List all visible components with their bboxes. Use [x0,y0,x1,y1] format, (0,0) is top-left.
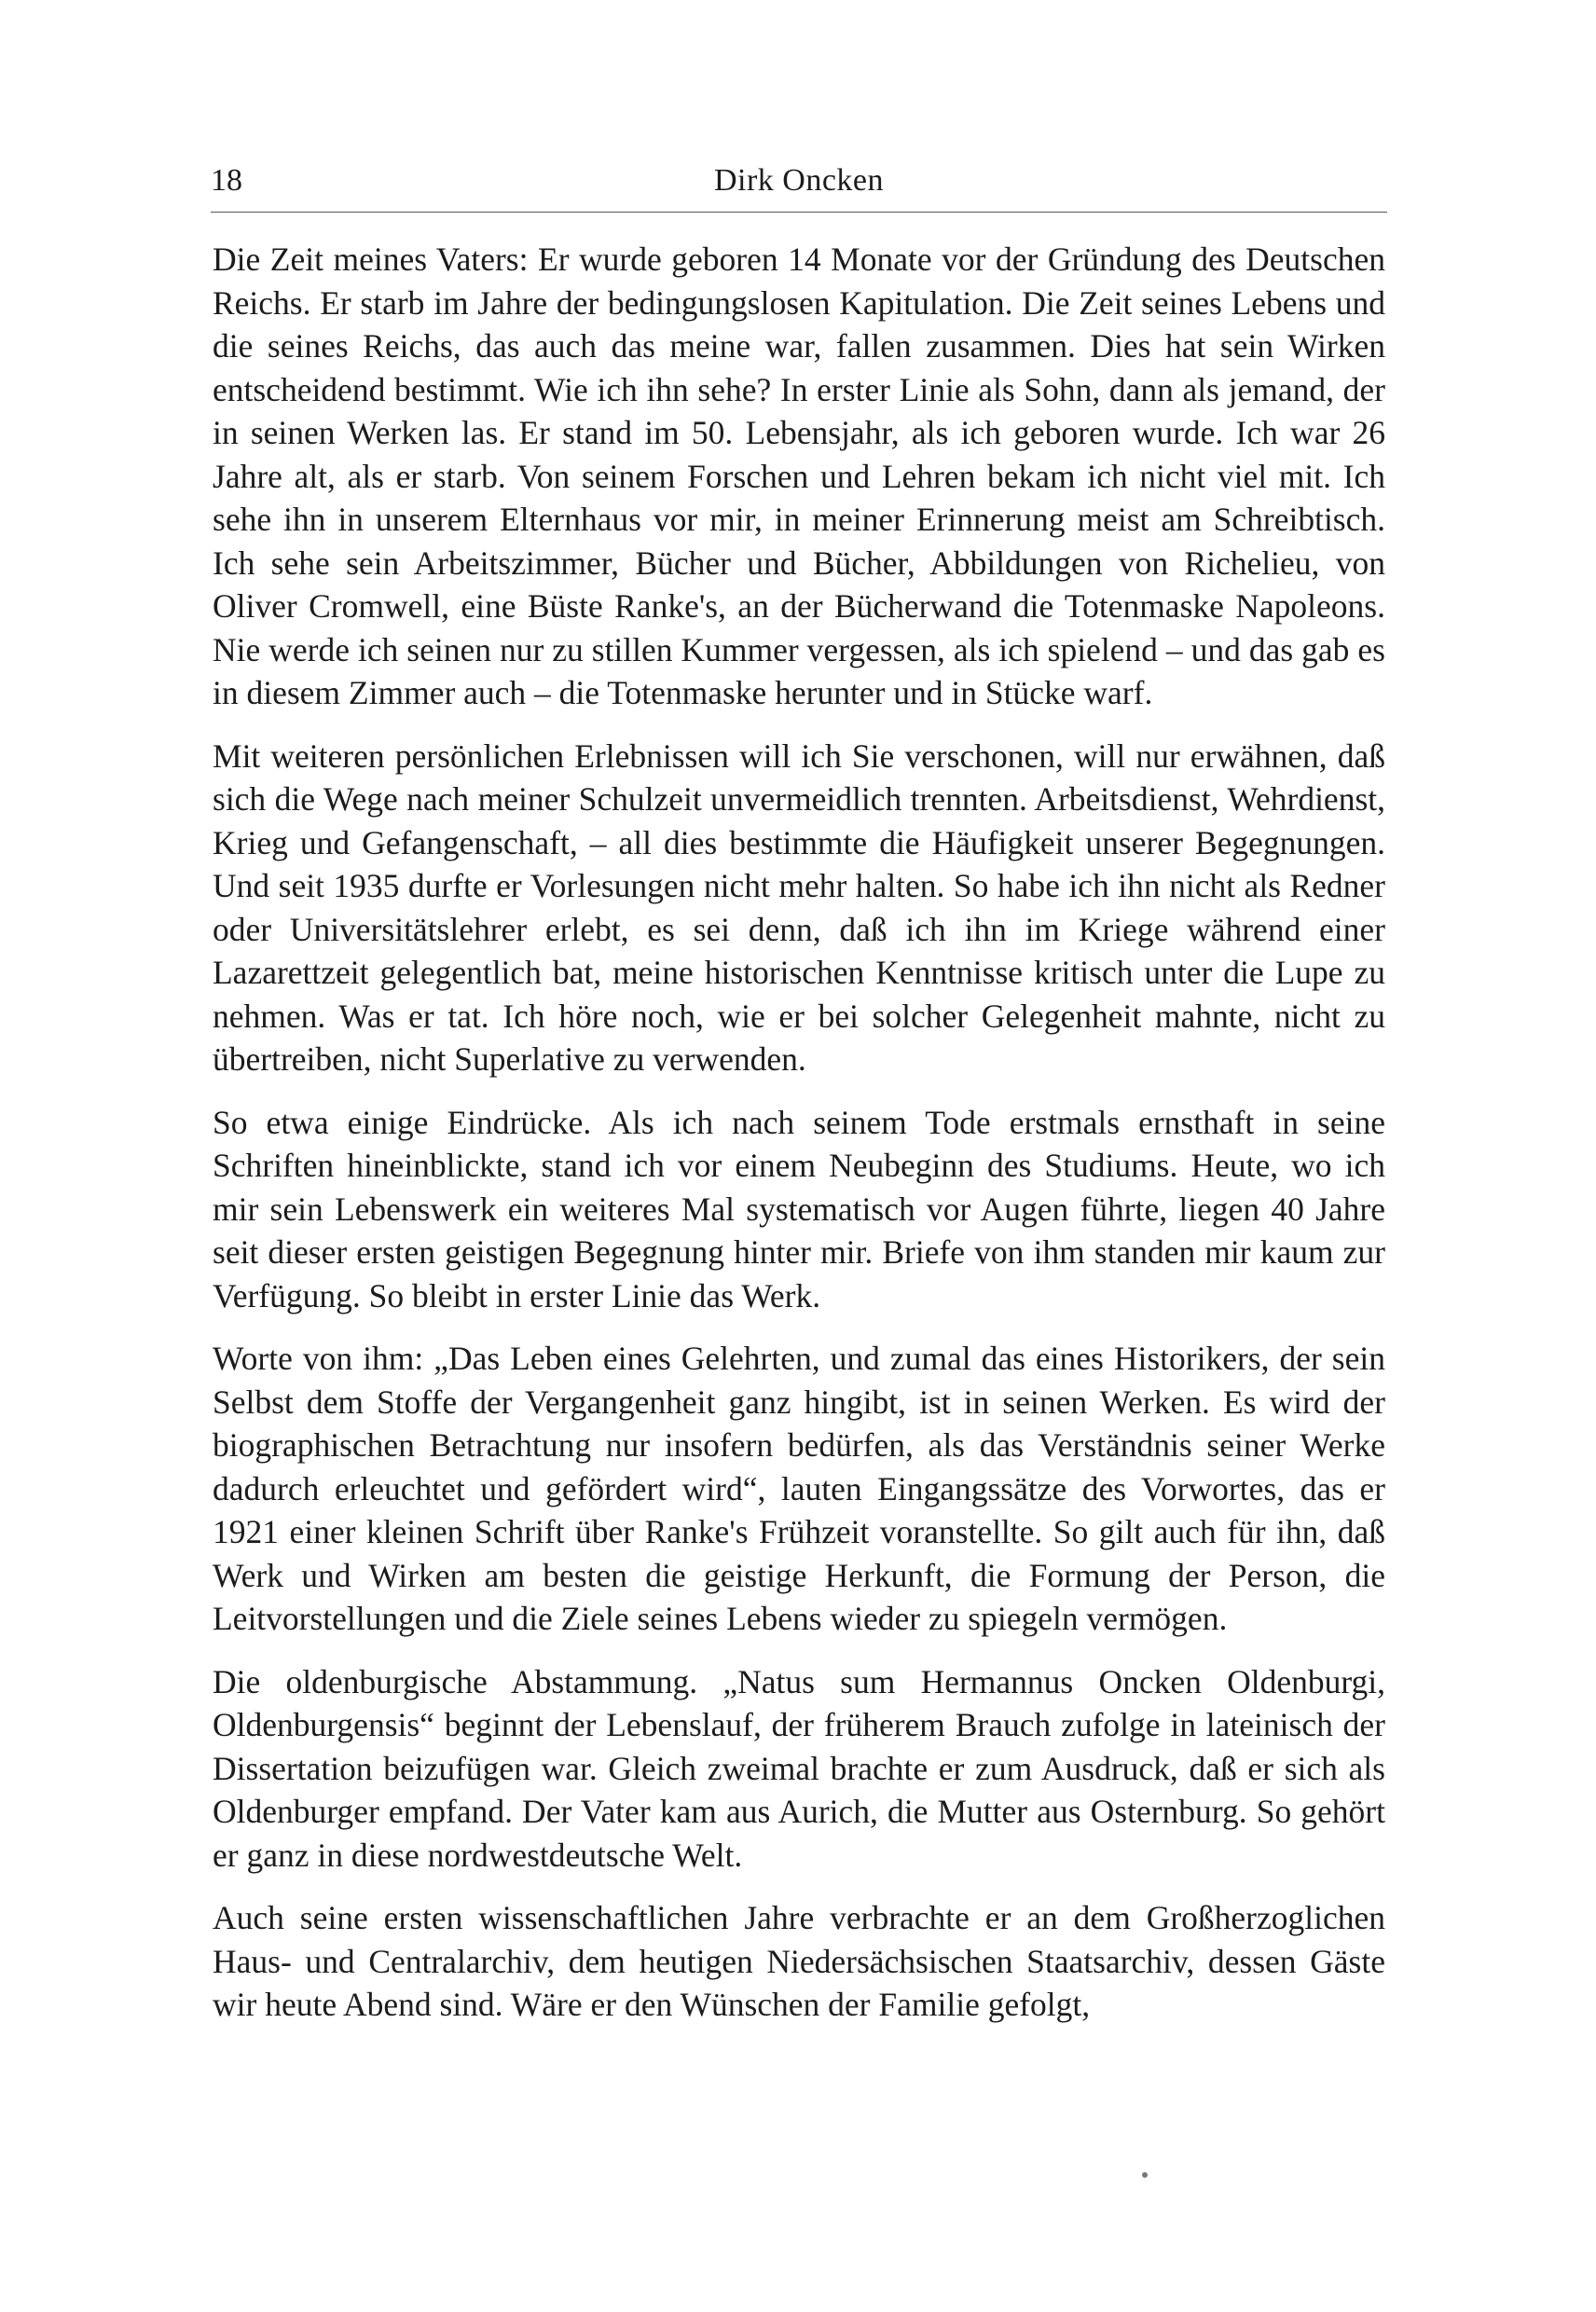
paragraph-quotation: Worte von ihm: „Das Leben eines Gelehrten, und zumal das eines Historikers, der sein Selbst dem Stoffe der Vergangenheit ganz hingibt, ist in seinen Werken. Es wird der biographischen Betrachtung nur insofern bedürfen, als das Verständnis seiner Werke dadurch erleuchtet und gefördert wird“, lauten Eingangssätze des Vorwortes, das er 1921 einer kleinen Schrift über Ranke's Frühzeit voranstellte. So gilt auch für ihn, daß Werk und Wirken am besten die geistige Herkunft, die Formung der Person, die Leitvorstellungen und die Ziele seines Lebens wieder zu spiegeln vermögen. [213,1340,1385,1637]
scan-speck [1142,2172,1148,2178]
paragraph-impressions: So etwa einige Eindrücke. Als ich nach seinem Tode erstmals ernsthaft in seine Schriften hineinblickte, stand ich vor einem Neubeginn des Studiums. Heute, wo ich mir sein Lebenswerk ein weiteres Mal systematisch vor Augen führte, liegen 40 Jahre seit dieser ersten geistigen Begegnung hinter mir. Briefe von ihm standen mir kaum zur Verfügung. So bleibt in erster Linie das Werk. [213,1103,1385,1314]
running-head [211,158,1387,203]
body-text [213,238,1385,2027]
page-number: 18 [211,163,242,198]
paragraph-fathers-time: Die Zeit meines Vaters: Er wurde geboren 14 Monate vor der Gründung des Deutschen Reichs. Er starb im Jahre der bedingungslosen Kapitulation. Die Zeit seines Lebens und die seines Reichs, das auch das meine war, fallen zusammen. Dies hat sein Wirken entscheidend bestimmt. Wie ich ihn sehe? In erster Linie als Sohn, dann als jemand, der in seinen Werken las. Er stand im 50. Lebensjahr, als ich geboren wurde. Ich war 26 Jahre alt, als er starb. Von seinem Forschen und Lehren bekam ich nicht viel mit. Ich sehe ihn in unserem Elternhaus vor mir, in meiner Erinnerung meist am Schreibtisch. Ich sehe sein Arbeitszimmer, Bücher und Bücher, Abbildungen von Richelieu, von Oliver Cromwell, eine Büste Ranke's, an der Bücherwand die Totenmaske Napoleons. Nie werde ich seinen nur zu stillen Kummer vergessen, als ich spielend – und das gab es in diesem Zimmer auch – die Totenmaske herunter und in Stücke warf. [213,241,1385,711]
paragraph-oldenburg-origin: Die oldenburgische Abstammung. „Natus sum Hermannus Oncken Oldenburgi, Oldenburgensis“ beginnt der Lebenslauf, der früherem Brauch zufolge in lateinisch der Dissertation beizufügen war. Gleich zweimal brachte er zum Ausdruck, daß er sich als Oldenburger empfand. Der Vater kam aus Aurich, die Mutter aus Osternburg. So gehört er ganz in diese nordwestdeutsche Welt. [213,1662,1385,1874]
header-rule [211,212,1387,213]
paragraph-personal-experiences: Mit weiteren persönlichen Erlebnissen will ich Sie verschonen, will nur erwähnen, daß sich die Wege nach meiner Schulzeit unvermeidlich trennten. Arbeitsdienst, Wehrdienst, Krieg und Gefangenschaft, – all dies bestimmte die Häufigkeit unserer Begegnungen. Und seit 1935 durfte er Vorlesungen nicht mehr halten. So habe ich ihn nicht als Redner oder Universitätslehrer erlebt, es sei denn, daß ich ihn im Kriege während einer Lazarettzeit gelegentlich bat, meine historischen Kenntnisse kritisch unter die Lupe zu nehmen. Was er tat. Ich höre noch, wie er bei solcher Gelegenheit mahnte, nicht zu übertreiben, nicht Superlative zu verwenden. [213,736,1385,1078]
running-title: Dirk Oncken [713,163,885,198]
paragraph-archive-years: Auch seine ersten wissenschaftlichen Jahre verbrachte er an dem Großherzoglichen Haus- und Centralarchiv, dem heutigen Niedersächsischen Staatsarchiv, dessen Gäste wir heute Abend sind. Wäre er den Wünschen der Familie gefolgt, [213,1899,1385,2023]
